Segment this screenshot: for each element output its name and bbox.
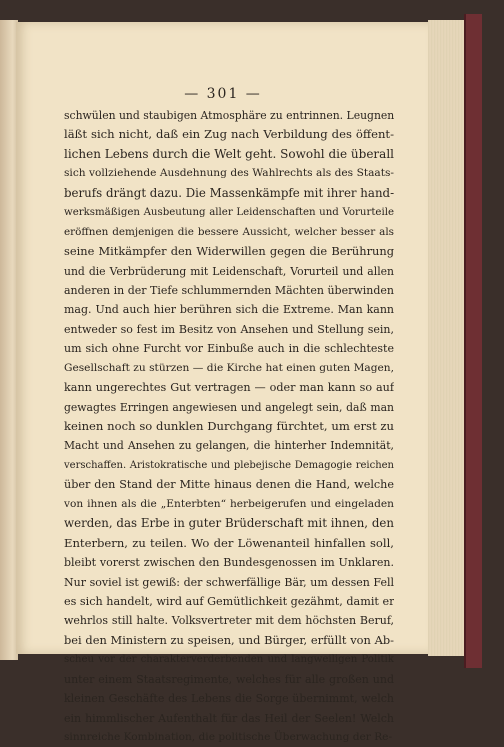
text-line: kleinen Geschäfte des Lebens die Sorge übernimmt, welch bbox=[64, 692, 394, 706]
text-line: läßt sich nicht, daß ein Zug nach Verbildung des öffent- bbox=[64, 127, 394, 142]
page-number: — 301 — bbox=[184, 86, 262, 102]
text-line: um sich ohne Furcht vor Einbuße auch in die schlechteste bbox=[64, 342, 394, 356]
text-line: lichen Lebens durch die Welt geht. Sowohl die überall bbox=[64, 146, 394, 161]
text-line: seine Mitkämpfer den Widerwillen gegen die Berührung bbox=[64, 244, 394, 259]
text-line: bleibt vorerst zwischen den Bundesgenossen im Unklaren. bbox=[64, 556, 394, 570]
book-cover-edge bbox=[464, 14, 482, 668]
text-line: es sich handelt, wird auf Gemütlichkeit gezähmt, damit er bbox=[64, 594, 394, 608]
text-line: anderen in der Tiefe schlummernden Mächten überwinden bbox=[64, 283, 394, 297]
text-line: scheu vor der charakterverderbenden und langweiligen Politik bbox=[64, 654, 394, 666]
page-edges bbox=[428, 20, 466, 656]
text-line: eröffnen demjenigen die bessere Aussicht, welcher besser als bbox=[64, 225, 394, 238]
text-line: berufs drängt dazu. Die Massenkämpfe mit ihrer hand- bbox=[64, 185, 394, 200]
text-line: von ihnen als die „Enterbten“ herbeigerufen und eingeladen bbox=[64, 497, 394, 510]
text-line: unter einem Staatsregimente, welches für alle großen und bbox=[64, 672, 394, 686]
text-line: über den Stand der Mitte hinaus denen die Hand, welche bbox=[64, 478, 394, 492]
text-line: keinen noch so dunklen Durchgang fürchtet, um erst zu bbox=[64, 419, 394, 433]
text-line: werksmäßigen Ausbeutung aller Leidenschaften und Vorurteile bbox=[64, 207, 394, 219]
text-line: wehrlos still halte. Volksvertreter mit dem höchsten Beruf, bbox=[64, 614, 394, 628]
text-line: Enterbern, zu teilen. Wo der Löwenanteil hinfallen soll, bbox=[64, 535, 394, 550]
text-line: mag. Und auch hier berühren sich die Extreme. Man kann bbox=[64, 303, 394, 317]
text-line: sich vollziehende Ausdehnung des Wahlrechts als des Staats- bbox=[64, 167, 394, 180]
text-line: Gesellschaft zu stürzen — die Kirche hat einen guten Magen, bbox=[64, 361, 394, 374]
text-line: sinnreiche Kombination, die politische Überwachung der Re- bbox=[64, 731, 393, 743]
text-line: gewagtes Erringen angewiesen und angelegt sein, daß man bbox=[64, 400, 394, 414]
text-line: kann ungerechtes Gut vertragen — oder man kann so auf bbox=[64, 381, 394, 395]
text-line: werden, das Erbe in guter Brüderschaft mit ihnen, den bbox=[64, 516, 394, 531]
text-line: Nur soviel ist gewiß: der schwerfällige Bär, um dessen Fell bbox=[64, 575, 394, 589]
text-line: bei den Ministern zu speisen, und Bürger, erfüllt von Ab- bbox=[64, 632, 394, 647]
text-line: entweder so fest im Besitz von Ansehen und Stellung sein, bbox=[64, 322, 394, 336]
text-line: schwülen und staubigen Atmosphäre zu entrinnen. Leugnen bbox=[64, 109, 394, 122]
text-line: ein himmlischer Aufenthalt für das Heil der Seelen! Welch bbox=[64, 711, 394, 725]
body-text bbox=[64, 106, 394, 747]
text-line: verschaffen. Aristokratische und plebejische Demagogie reichen bbox=[64, 459, 394, 471]
text-line: Macht und Ansehen zu gelangen, die hinterher Indemnität, bbox=[64, 439, 394, 453]
text-line: und die Verbrüderung mit Leidenschaft, Vorurteil und allen bbox=[64, 264, 394, 278]
